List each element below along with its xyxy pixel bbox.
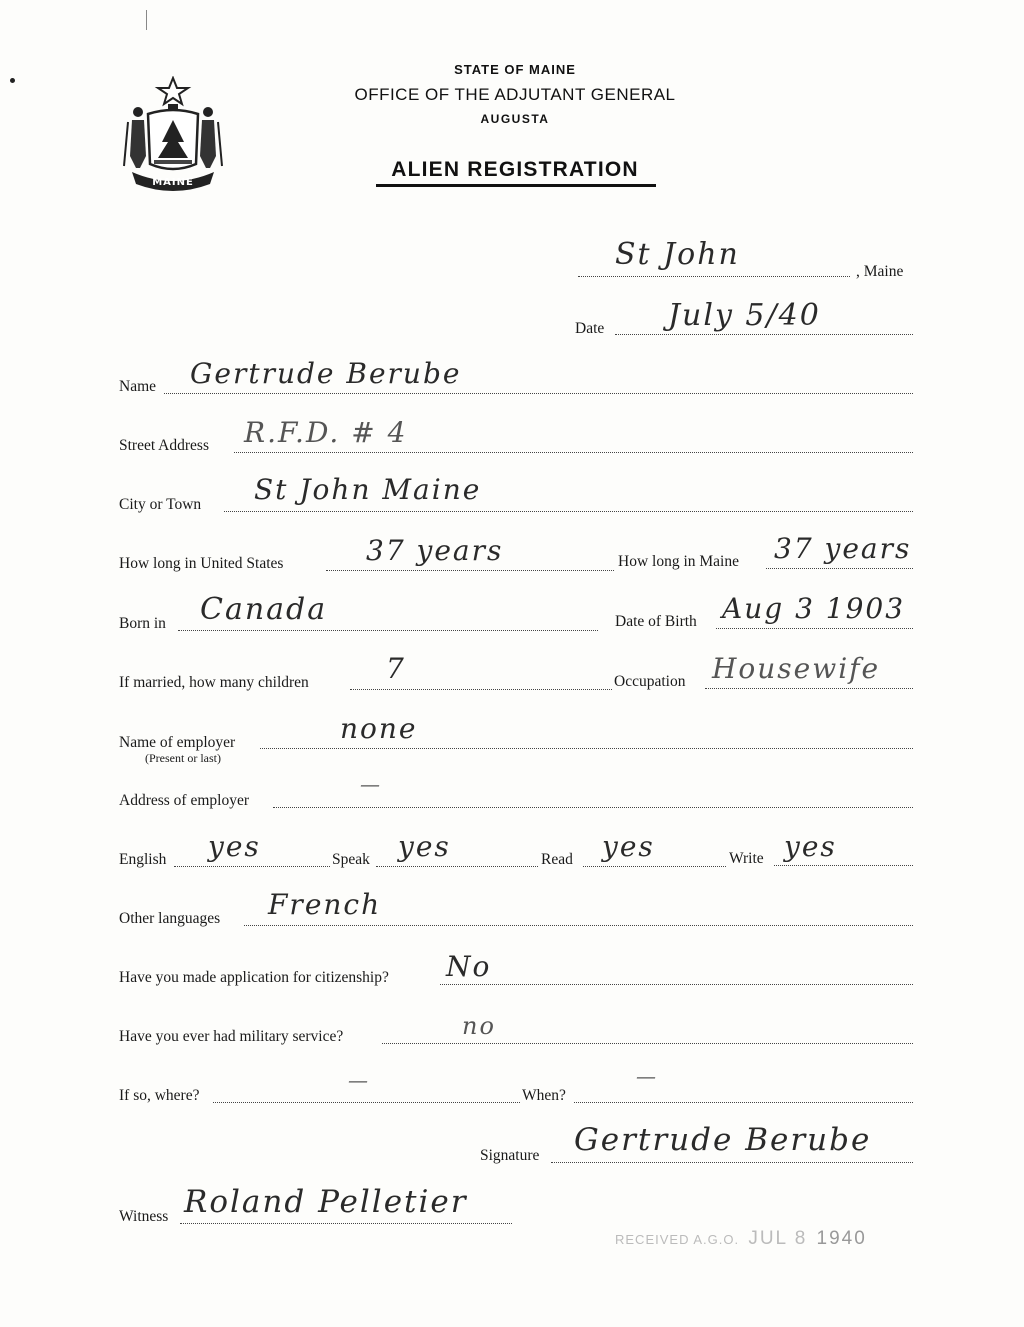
born-in-line [178,630,598,631]
born-in-label: Born in [119,615,166,632]
date-label: Date [575,320,605,337]
where-value: — [348,1068,370,1092]
occupation-line [705,688,913,689]
employer-sublabel: (Present or last) [145,751,221,765]
citizenship-value: No [446,950,492,983]
occupation-label: Occupation [614,673,686,690]
name-label: Name [119,378,157,395]
place-suffix: , Maine [856,263,904,280]
stamp-prefix: RECEIVED A.G.O. [615,1232,740,1247]
citizenship-line [440,984,913,985]
military-label: Have you ever had military service? [119,1028,344,1045]
witness-label: Witness [119,1208,169,1225]
witness-value: Roland Pelletier [184,1184,468,1220]
signature-label: Signature [480,1147,540,1164]
maine-length-label: How long in Maine [618,553,739,570]
street-line [234,452,913,453]
name-value: Gertrude Berube [190,357,462,390]
other-languages-label: Other languages [119,910,221,927]
witness-line [180,1223,512,1224]
place-line [578,276,850,277]
employer-label: Name of employer [119,734,236,751]
write-value: yes [784,830,837,863]
city-heading: AUGUSTA [480,112,550,126]
write-label: Write [729,850,764,867]
office-heading: OFFICE OF THE ADJUTANT GENERAL [354,85,676,104]
children-value: 7 [386,652,406,685]
street-value: R.F.D. # 4 [244,416,408,449]
other-languages-line [244,925,913,926]
children-line [350,689,612,690]
other-languages-value: French [268,888,382,921]
state-heading: STATE OF MAINE [454,62,576,77]
occupation-value: Housewife [712,652,881,685]
seal-banner-text: MAINE [152,177,194,188]
us-length-line [326,570,614,571]
stamp-year: 1940 [816,1228,867,1249]
when-label: When? [522,1087,566,1104]
citizenship-label: Have you made application for citizenship? [119,969,389,986]
speak-value: yes [398,830,451,863]
scan-mark [146,10,147,30]
dob-line [716,628,913,629]
name-line [164,393,913,394]
dob-value: Aug 3 1903 [722,592,906,625]
employer-line [260,748,913,749]
employer-value: none [340,712,418,745]
maine-length-value: 37 years [774,532,912,565]
us-length-label: How long in United States [119,555,284,572]
us-length-value: 37 years [366,534,504,567]
employer-address-value: — [360,772,382,796]
scan-mark [10,78,15,83]
title-underline [376,184,656,187]
english-value: yes [208,830,261,863]
street-label: Street Address [119,437,209,454]
stamp-date: JUL 8 [748,1228,808,1249]
when-line [574,1102,913,1103]
speak-line [376,866,538,867]
when-value: — [636,1064,658,1088]
read-value: yes [602,830,655,863]
place-value: St John [615,237,740,272]
military-line [382,1043,913,1044]
signature-value: Gertrude Berube [574,1122,872,1158]
city-value: St John Maine [254,473,482,506]
english-label: English [119,851,167,868]
dob-label: Date of Birth [615,613,697,630]
signature-line [551,1162,913,1163]
where-label: If so, where? [119,1087,200,1104]
city-line [224,511,913,512]
read-line [583,866,726,867]
maine-length-line [766,568,913,569]
maine-seal-icon [118,76,228,194]
where-line [213,1102,520,1103]
write-line [774,865,913,866]
date-line [615,334,913,335]
received-stamp [615,1228,867,1250]
form-title: ALIEN REGISTRATION [391,158,639,181]
employer-address-line [273,807,913,808]
english-line [174,866,330,867]
military-value: no [462,1012,496,1040]
speak-label: Speak [332,851,370,868]
city-label: City or Town [119,496,202,513]
born-in-value: Canada [200,592,328,627]
employer-address-label: Address of employer [119,792,249,809]
read-label: Read [541,851,573,868]
date-value: July 5/40 [668,298,821,333]
children-label: If married, how many children [119,674,309,691]
